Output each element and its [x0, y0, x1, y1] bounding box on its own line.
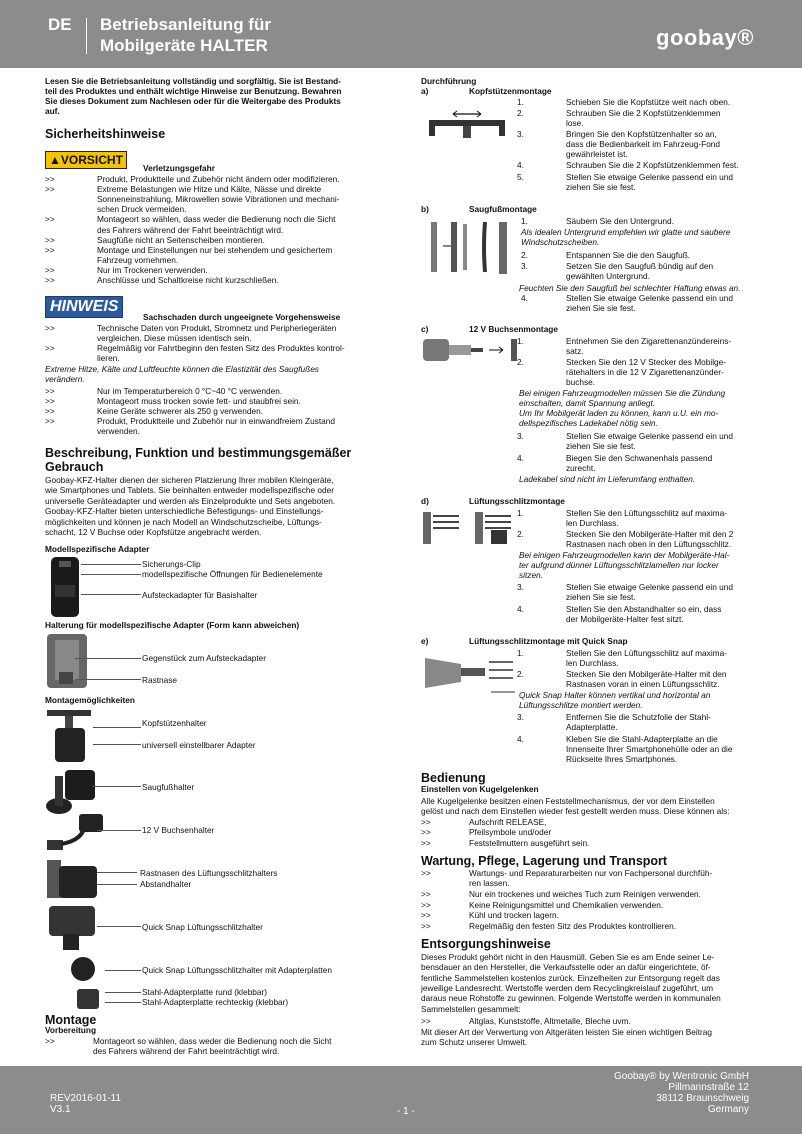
- hinweis-label: Sachschaden durch ungeeignete Vorgehensweise: [143, 312, 341, 322]
- label-counterpart: Gegenstück zum Aufsteckadapter: [142, 653, 267, 663]
- bullet-marker: >>: [45, 416, 55, 427]
- step-letter: d): [421, 496, 429, 506]
- step-number: 2.: [517, 357, 524, 367]
- step-number: 5.: [517, 172, 524, 182]
- step-number: 1.: [521, 216, 528, 226]
- bullet-marker: >>: [421, 837, 431, 848]
- bullet-text: Regelmäßig den festen Sitz des Produktes kontrollieren.: [469, 921, 677, 931]
- italic-note: einschalten, damit Spannung anliegt.: [519, 398, 656, 409]
- bullet-text: Produkt, Produktteile und Zubehör nicht ändern oder modifizieren.: [97, 174, 340, 184]
- leader-line: [97, 830, 141, 831]
- warning-triangle-icon: ▲: [49, 153, 61, 167]
- leader-line: [105, 992, 141, 993]
- step-text: Stellen Sie etwaige Gelenke passend ein und: [566, 582, 733, 592]
- leader-line: [97, 872, 137, 873]
- mount-label: Stahl-Adapterplatte rund (klebbar): [142, 987, 267, 997]
- mount-label: Rastnasen des Lüftungsschlitzhalters: [140, 868, 278, 878]
- bullet-text: verwenden.: [97, 426, 140, 437]
- step-letter: e): [421, 636, 429, 646]
- company-city: 38112 Braunschweig: [656, 1093, 749, 1104]
- bullet-text: Saugfüße nicht an Seitenscheiben montieren.: [97, 234, 265, 245]
- bullet-marker: >>: [45, 174, 55, 184]
- intro-text: auf.: [45, 106, 60, 117]
- disposal-text: fentliche Sammelstellen kostenlos zurück. Einzelheiten zur Entsorgung regelt das: [421, 972, 720, 983]
- left-column: [45, 0, 385, 1066]
- step-text: ziehen Sie sie fest.: [566, 303, 636, 314]
- bullet-text: Kühl und trocken lagern.: [469, 910, 559, 921]
- mount-label: Kopfstützenhalter: [142, 718, 207, 728]
- step-number: 4.: [517, 604, 524, 614]
- step-text: gewährleistet ist.: [566, 149, 628, 160]
- section-title-operation: Bedienung: [421, 771, 486, 785]
- bullet-text: ren lassen.: [469, 878, 510, 889]
- page-title-line1: Betriebsanleitung für: [100, 15, 271, 34]
- bullet-marker: >>: [45, 386, 55, 396]
- step-text: lose.: [566, 118, 584, 129]
- step-number: 3.: [517, 712, 524, 722]
- step-text: Biegen Sie den Schwanenhals passend: [566, 453, 713, 463]
- step-text: Schrauben Sie die 2 Kopfstützenklemmen: [566, 108, 721, 118]
- step-letter: a): [421, 86, 429, 96]
- operation-text: Alle Kugelgelenke besitzen einen Feststellmechanismus, der vor dem Einstellen: [421, 796, 715, 806]
- step-text: Stecken Sie den Mobilgeräte-Halter mit den: [566, 669, 727, 679]
- step-text: zurecht.: [566, 463, 596, 474]
- bullet-text: Keine Geräte schwerer als 250 g verwenden.: [97, 406, 264, 417]
- step-text: len Durchlass.: [566, 658, 619, 669]
- step-text: Stellen Sie etwaige Gelenke passend ein und: [566, 293, 733, 303]
- bullet-text: des Fahrers während der Fahrt beeinträchtigt wird.: [97, 224, 284, 235]
- disposal-text: Mit dieser Art der Verwertung von Altgeräten leisten Sie einen wichtigen Beitrag: [421, 1027, 713, 1037]
- leader-line: [97, 926, 141, 927]
- intro-text: Sie dieses Dokument zum Nachlesen oder für die Weitergabe des Produkts: [45, 96, 341, 107]
- italic-note: Um Ihr Mobilgerät laden zu können, kann u.U. ein mo-: [519, 408, 719, 419]
- step-text: gewählten Untergrund.: [566, 271, 650, 282]
- bullet-marker: >>: [45, 264, 55, 275]
- goobay-logo: goobay®: [656, 25, 754, 50]
- step-text: Entnehmen Sie den Zigarettenanzündereins-: [566, 336, 732, 346]
- bullet-marker: >>: [45, 396, 55, 407]
- italic-note: Als idealen Untergrund empfehlen wir glatte und saubere: [521, 227, 731, 237]
- leader-line: [105, 1002, 141, 1003]
- bullet-text: Montageort muss trocken sowie fett- und staubfrei sein.: [97, 396, 301, 407]
- operation-text: gelöst und nach dem Einstellen wieder fest gestellt werden muss. Diese können als:: [421, 806, 730, 817]
- italic-note: Feuchten Sie den Saugfuß bei schlechter Haftung etwas an.: [519, 283, 741, 293]
- leader-line: [93, 786, 141, 787]
- label-latch: Rastnase: [142, 675, 178, 685]
- hinweis-badge: HINWEIS: [45, 296, 123, 318]
- bullet-text: Altglas, Kunststoffe, Altmetalle, Bleche uvm.: [469, 1016, 631, 1026]
- bullet-text: Anschlüsse und Schaltkreise nicht kurzschließen.: [97, 275, 279, 285]
- company-country: Germany: [707, 1104, 749, 1115]
- description-text: wie Smartphones und Tablets. Sie beinhalten entweder modellspezifische oder: [45, 485, 335, 496]
- bullet-marker: >>: [45, 184, 55, 195]
- step-number: 3.: [517, 431, 524, 441]
- bullet-text: schen Druck vermeiden.: [97, 204, 187, 215]
- disposal-text: Dieses Produkt gehört nicht in den Hausmüll. Geben Sie es am Ende seiner Le-: [421, 952, 715, 962]
- mount-label: Saugfußhalter: [142, 782, 195, 792]
- company-street: Pillmannstraße 12: [668, 1082, 749, 1093]
- step-text: Rastnasen nach oben in den Lüftungsschlitz.: [566, 539, 732, 550]
- step-text: len Durchlass.: [566, 518, 619, 529]
- mount-label: Quick Snap Lüftungsschlitzhalter mit Adapterplatten: [142, 965, 333, 975]
- bullet-marker: >>: [45, 244, 55, 255]
- revision: REV2016-01-11: [50, 1093, 121, 1104]
- bullet-marker: >>: [421, 817, 431, 827]
- step-number: 3.: [517, 582, 524, 592]
- step-text: Stellen Sie etwaige Gelenke passend ein und: [566, 431, 733, 441]
- description-text: Goobay-KFZ-Halter dienen der sicheren Platzierung Ihrer mobilen Kleingeräte,: [45, 475, 334, 485]
- bullet-text: Montageort so wählen, dass weder die Bedienung noch die Sicht: [93, 1036, 332, 1046]
- bullet-text: Montageort so wählen, dass weder die Bedienung noch die Sicht: [97, 214, 336, 225]
- step-number: 1.: [517, 508, 524, 518]
- section-title-disposal: Entsorgungshinweise: [421, 937, 551, 951]
- section-title-description-2: Gebrauch: [45, 460, 104, 474]
- bullet-text: Feststellmuttern ausgeführt sein.: [469, 837, 590, 848]
- step-letter: b): [421, 204, 429, 214]
- step-text: Schrauben Sie die 2 Kopfstützenklemmen fest.: [566, 160, 739, 170]
- subsection-mount-options: Montagemöglichkeiten: [45, 695, 135, 705]
- right-column: [421, 0, 766, 1066]
- subsection-headrest: Kopfstützenmontage: [469, 86, 552, 96]
- subsection-suction: Saugfußmontage: [469, 204, 537, 214]
- step-text: Rückseite Ihres Smartphones.: [566, 754, 678, 765]
- step-text: Schieben Sie die Kopfstütze weit nach oben.: [566, 97, 731, 107]
- mount-label: Abstandhalter: [140, 879, 192, 889]
- step-text: Stellen Sie den Lüftungsschlitz auf maxima-: [566, 648, 727, 658]
- italic-note: ter aufgrund dünner Lüftungsschlitzlamellen nur locker: [519, 560, 719, 571]
- leader-line: [105, 970, 141, 971]
- italic-note: Extreme Hitze, Kälte und Luftfeuchte können die Elastizität des Saugfußes: [45, 364, 319, 374]
- holder-image: [45, 632, 89, 690]
- bullet-marker: >>: [45, 1036, 55, 1046]
- step-text: rätehalters in die 12 V Zigarettenanzünder-: [566, 367, 724, 378]
- vent-holder-image: [45, 856, 101, 902]
- subsection-socket: 12 V Buchsenmontage: [469, 324, 558, 334]
- italic-note: Quick Snap Halter können vertikal und horizontal an: [519, 690, 711, 700]
- italic-note: Ladekabel sind nicht im Lieferumfang enthalten.: [519, 474, 696, 484]
- bullet-text: Nur ein trockenes und weiches Tuch zum Reinigen verwenden.: [469, 889, 701, 900]
- quick-snap-diagram: [421, 648, 517, 696]
- step-text: buchse.: [566, 377, 596, 388]
- step-number: 1.: [517, 648, 524, 658]
- leader-line: [81, 574, 141, 575]
- bullet-text: Regelmäßig vor Fahrtbeginn den festen Sitz des Produktes kontrol-: [97, 343, 345, 354]
- bullet-text: Keine Reinigungsmittel und Chemikalien verwenden.: [469, 899, 664, 910]
- disposal-text: zum Schutz unserer Umwelt.: [421, 1037, 528, 1048]
- step-text: der Mobilgeräte-Halter fest sitzt.: [566, 614, 684, 625]
- leader-line: [93, 727, 141, 728]
- description-text: möglichkeiten und können je nach Modell an Windschutzscheibe, Lüftungs-: [45, 516, 322, 527]
- warning-label: Verletzungsgefahr: [143, 163, 215, 173]
- bullet-marker: >>: [45, 234, 55, 245]
- subsection-vent: Lüftungsschlitzmontage: [469, 496, 565, 506]
- step-text: Rastnasen voran in einen Lüftungsschlitz.: [566, 679, 720, 690]
- step-text: Säubern Sie den Untergrund.: [566, 216, 674, 226]
- mount-label: 12 V Buchsenhalter: [142, 825, 215, 835]
- step-number: 3.: [517, 129, 524, 139]
- section-title-description: Beschreibung, Funktion und bestimmungsgemäßer: [45, 446, 352, 460]
- bullet-marker: >>: [421, 899, 431, 910]
- step-text: Adapterplatte.: [566, 722, 618, 733]
- bullet-text: Produkt, Produktteile und Zubehör nur in einwandfreiem Zustand: [97, 416, 335, 427]
- label-clip: Sicherungs-Clip: [142, 559, 201, 569]
- page-footer: [0, 1066, 802, 1134]
- subsection-holder: Halterung für modellspezifische Adapter (Form kann abweichen): [45, 620, 300, 630]
- bullet-marker: >>: [421, 868, 431, 878]
- bullet-text: lieren.: [97, 353, 120, 364]
- step-text: Bringen Sie den Kopfstützenhalter so an,: [566, 129, 717, 139]
- italic-note: verändern.: [45, 374, 85, 385]
- bullet-marker: >>: [45, 406, 55, 417]
- step-text: ziehen Sie sie fest.: [566, 182, 636, 193]
- headrest-holder-image: [45, 706, 95, 764]
- description-text: universelle Geräteadapter und werden als Einzelprodukte und Sets angeboten.: [45, 495, 336, 506]
- adapter-plates-image: [71, 955, 105, 1015]
- step-text: Entspannen Sie die den Saugfuß.: [566, 250, 691, 260]
- section-title-montage: Montage: [45, 1013, 97, 1027]
- step-number: 2.: [521, 250, 528, 260]
- step-number: 3.: [521, 261, 528, 271]
- suction-diagram: [423, 216, 519, 278]
- mount-label: Quick Snap Lüftungsschlitzhalter: [142, 922, 263, 932]
- leader-line: [97, 884, 137, 885]
- bullet-text: Extreme Belastungen wie Hitze und Kälte, Nässe und direkte: [97, 184, 322, 195]
- bullet-marker: >>: [421, 827, 431, 838]
- disposal-text: jeweilige Landesrecht. Wertstoffe werden dem Recyclingkreislauf zugeführt, um: [421, 982, 714, 993]
- description-text: schacht, 12 V Buchse oder Kopfstütze angebracht werden.: [45, 527, 262, 537]
- italic-note: Bei einigen Fahrzeugmodellen kann der Mobilgeräte-Hal-: [519, 550, 730, 560]
- socket-diagram: [421, 335, 519, 365]
- step-text: Kleben Sie die Stahl-Adapterplatte an die: [566, 734, 718, 744]
- disposal-text: daraus neue Rohstoffe zu gewinnen. Folgende Wertstoffe werden in kommunalen: [421, 993, 721, 1004]
- step-number: 4.: [517, 453, 524, 463]
- bullet-marker: >>: [421, 921, 431, 931]
- bullet-text: Nur im Temperaturbereich 0 °C~40 °C verwenden.: [97, 386, 283, 396]
- subsection-ball-joints: Einstellen von Kugelgelenken: [421, 784, 539, 794]
- mount-label: Stahl-Adapterplatte rechteckig (klebbar): [142, 997, 289, 1007]
- step-text: Entfernen Sie die Schutzfolie der Stahl-: [566, 712, 711, 722]
- step-text: ziehen Sie sie fest.: [566, 441, 636, 452]
- step-number: 4.: [521, 293, 528, 303]
- bullet-marker: >>: [45, 214, 55, 225]
- intro-text: Lesen Sie die Betriebsanleitung vollständig und sorgfältig. Sie ist Bestand-: [45, 76, 341, 86]
- page-title-line2: Mobilgeräte HALTER: [100, 36, 268, 55]
- adapter-image: [45, 555, 85, 620]
- bullet-marker: >>: [45, 275, 55, 285]
- bullet-text: Fahrzeug vornehmen.: [97, 254, 179, 265]
- subsection-procedure: Durchführung: [421, 76, 477, 86]
- socket-holder-image: [45, 812, 105, 854]
- bullet-text: Aufschrift RELEASE,: [469, 817, 547, 827]
- disposal-text: bensdauer an den Hersteller, die Verkaufsstelle oder an dafür eingerichtete, öf-: [421, 962, 711, 973]
- language-code: DE: [48, 15, 72, 34]
- leader-line: [93, 744, 141, 745]
- warning-badge: [45, 151, 127, 169]
- leader-line: [75, 658, 141, 659]
- subsection-preparation: Vorbereitung: [45, 1025, 97, 1035]
- section-title-safety: Sicherheitshinweise: [45, 127, 166, 141]
- bullet-marker: >>: [421, 1016, 431, 1026]
- page-number: - 1 -: [397, 1106, 415, 1117]
- step-text: Innenseite Ihrer Smartphonehülle oder an die: [566, 744, 733, 755]
- warning-badge-label: VORSICHT: [60, 153, 123, 167]
- subsection-model-adapter: Modellspezifische Adapter: [45, 544, 150, 554]
- step-number: 1.: [517, 97, 524, 107]
- bullet-text: des Fahrers während der Fahrt beeinträchtigt wird.: [93, 1046, 280, 1057]
- disposal-text: Sammelstellen gesammelt:: [421, 1003, 521, 1014]
- bullet-text: Wartungs- und Reparaturarbeiten nur von Fachpersonal durchfüh-: [469, 868, 713, 878]
- bullet-text: vergleichen. Diese müssen identisch sein.: [97, 333, 252, 344]
- bullet-text: Technische Daten von Produkt, Stromnetz und Peripheriegeräten: [97, 323, 337, 333]
- bullet-marker: >>: [421, 889, 431, 900]
- bullet-marker: >>: [421, 910, 431, 921]
- step-text: Stellen Sie den Abstandhalter so ein, dass: [566, 604, 722, 614]
- description-text: Goobay-KFZ-Halter bieten unterschiedliche Befestigungs- und Einstellungs-: [45, 506, 324, 517]
- suction-holder-image: [45, 766, 101, 816]
- step-number: 4.: [517, 160, 524, 170]
- step-text: Stecken Sie den Mobilgeräte-Halter mit den 2: [566, 529, 734, 539]
- step-text: Stellen Sie den Lüftungsschlitz auf maxima-: [566, 508, 727, 518]
- bullet-text: Pfeilsymbole und/oder: [469, 827, 552, 838]
- step-number: 1.: [517, 336, 524, 346]
- bullet-marker: >>: [45, 343, 55, 354]
- italic-note: Windschutzscheiben.: [521, 237, 600, 248]
- italic-note: dellspezifisches Ladekabel nötig sein.: [519, 418, 658, 429]
- step-number: 2.: [517, 669, 524, 679]
- leader-line: [75, 679, 141, 680]
- leader-line: [81, 594, 141, 595]
- step-letter: c): [421, 324, 429, 334]
- label-plug-adapter: Aufsteckadapter für Basishalter: [142, 590, 258, 600]
- bullet-text: Nur im Trockenen verwenden.: [97, 264, 208, 275]
- version: V3.1: [50, 1104, 71, 1115]
- headrest-diagram: [423, 106, 511, 142]
- italic-note: Lüftungsschlitze montiert werden.: [519, 700, 643, 711]
- step-text: Stecken Sie den 12 V Stecker des Mobilge-: [566, 357, 727, 367]
- quick-snap-image: [45, 902, 101, 952]
- bullet-text: Sonneneinstrahlung, Mikrowellen sowie Vibrationen und mechani-: [97, 194, 340, 205]
- intro-text: teil des Produktes und enthält wichtige Hinweise zur Benutzung. Bewahren: [45, 86, 342, 97]
- step-text: Stellen Sie etwaige Gelenke passend ein und: [566, 172, 733, 182]
- step-text: ziehen Sie sie fest.: [566, 592, 636, 603]
- italic-note: Bei einigen Fahrzeugmodellen müssen Sie die Zündung: [519, 388, 726, 398]
- step-number: 4.: [517, 734, 524, 744]
- step-text: satz.: [566, 346, 584, 357]
- italic-note: sitzen.: [519, 570, 543, 581]
- step-number: 2.: [517, 529, 524, 539]
- company-name: Goobay® by Wentronic GmbH: [613, 1071, 749, 1082]
- bullet-marker: >>: [45, 323, 55, 333]
- label-openings: modellspezifische Öffnungen für Bedienelemente: [142, 569, 323, 579]
- step-text: dass die Bedienbarkeit im Fahrzeug-Fond: [566, 139, 721, 150]
- step-text: Setzen Sie den Saugfuß bündig auf den: [566, 261, 714, 271]
- mount-label: universell einstellbarer Adapter: [142, 740, 256, 750]
- bullet-text: Montage und Einstellungen nur bei stehendem und gesichertem: [97, 244, 333, 255]
- vent-diagram: [421, 508, 517, 546]
- step-number: 2.: [517, 108, 524, 118]
- leader-line: [81, 564, 141, 565]
- subsection-quick-snap: Lüftungsschlitzmontage mit Quick Snap: [469, 636, 628, 646]
- section-title-care: Wartung, Pflege, Lagerung und Transport: [421, 854, 668, 868]
